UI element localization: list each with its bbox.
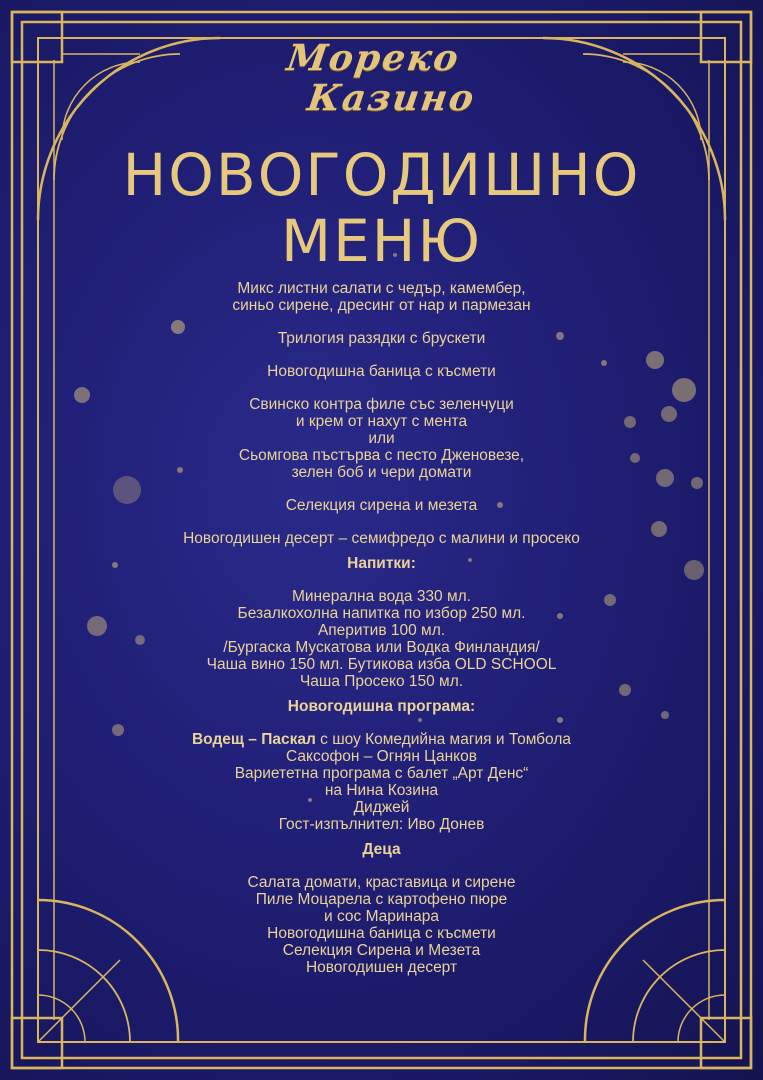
kids-item: Селекция Сирена и Мезета [282,942,481,959]
drink-item: Чаша Просеко 150 мл. [299,673,464,690]
title-line-1: НОВОГОДИШНО [122,141,641,209]
drink-item: Безалкохолна напитка по избор 250 мл. [237,605,526,622]
kids-item: Салата домати, краставица и сирене [247,874,516,891]
menu-item: Селекция сирена и мезета [285,497,478,514]
drinks-heading: Напитки: [347,555,416,572]
drink-item: Минерална вода 330 мл. [291,588,471,605]
menu-item: Микс листни салати с чедър, камембер, [237,280,526,297]
menu-content [0,280,763,976]
casino-logo [0,37,763,119]
logo-line-2: Казино [304,77,479,119]
program-item: Диджей [353,799,410,816]
host-name: Водещ – Паскал [191,731,316,748]
kids-item: Новогодишен десерт [305,959,458,976]
menu-item: Новогодишен десерт – семифредо с малини и просеко [183,530,580,547]
drink-item: Чаша вино 150 мл. Бутикова изба OLD SCHOOL [206,656,557,673]
logo-line-1: Мореко [284,37,463,79]
menu-item: или [368,430,395,447]
program-item: Саксофон – Огнян Цанков [286,748,477,765]
menu-item: Новогодишна баница с късмети [267,363,496,380]
kids-item: Новогодишна баница с късмети [267,925,496,942]
program-item: Вариететна програма с балет „Арт Денс“ [234,765,529,782]
drink-item: Аперитив 100 мл. [317,622,446,639]
menu-item: и крем от нахут с мента [295,413,468,430]
drink-item: /Бургаска Мускатова или Водка Финландия/ [223,639,540,656]
menu-item: Трилогия разядки с брускети [277,330,486,347]
menu-item: синьо сирене, дресинг от нар и пармезан [232,297,531,314]
kids-heading: Деца [362,841,401,858]
program-host [0,731,763,748]
kids-item: Пиле Моцарела с картофено пюре [255,891,508,908]
menu-item: зелен боб и чери домати [291,464,472,481]
menu-item: Свинско контра филе със зеленчуци [249,396,514,413]
kids-item: и сос Маринара [324,908,439,925]
program-item: Гост-изпълнител: Иво Донев [278,816,485,833]
menu-item: Сьомгова пъстърва с песто Дженовезе, [238,447,525,464]
program-item: на Нина Козина [324,782,439,799]
page-title [0,142,763,274]
title-line-2: МЕНЮ [281,207,482,275]
host-description: с шоу Комедийна магия и Томбола [315,731,571,748]
program-heading: Новогодишна програма: [287,698,476,715]
